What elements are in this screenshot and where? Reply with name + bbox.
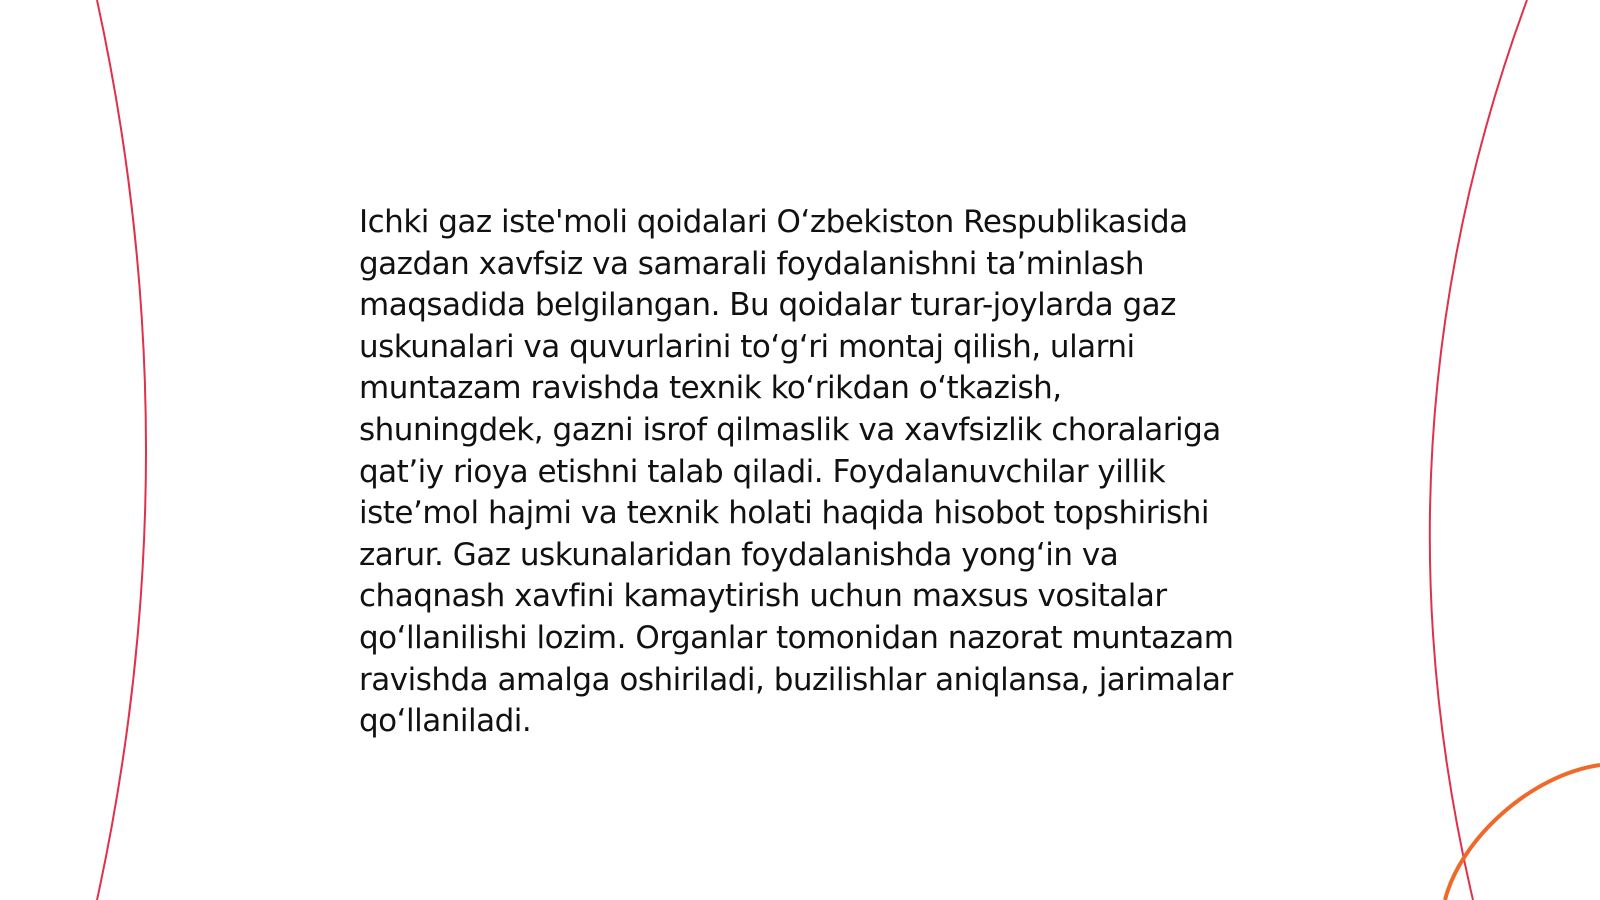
slide-body-text: Ichki gaz iste'moli qoidalari O‘zbekiston Respublikasida gazdan xavfsiz va samarali foydalanishni ta’minlash maqsadida belgilangan. Bu qoidalar turar-joylarda gaz uskunalari va quvurlarini to‘g‘ri montaj qilish, ularni muntazam ravishda texnik ko‘rikdan o‘tkazish, shuningdek, gazni isrof qilmaslik va xavfsizlik choralariga qat’iy rioya etishni talab qiladi. Foydalanuvchilar yillik iste’mol hajmi va texnik holati haqida hisobot topshirishi zarur. Gaz uskunalaridan foydalanishda yong‘in va chaqnash xavfini kamaytirish uchun maxsus vositalar qo‘llanilishi lozim. Organlar tomonidan nazorat muntazam ravishda amalga oshiriladi, buzilishlar aniqlansa, jarimalar qo‘llaniladi.	[359, 204, 1234, 740]
left-arc	[97, 0, 146, 900]
right-arc	[1430, 0, 1527, 900]
